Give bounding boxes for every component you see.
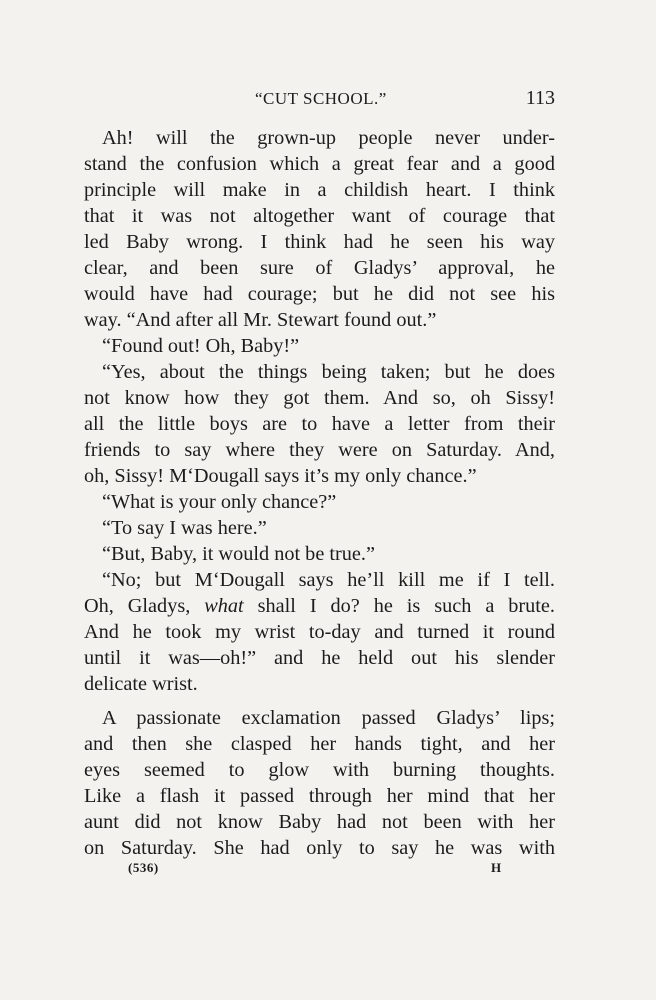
text-line: eyes seemed to glow with burning thoughts. [84,759,555,781]
text-line: way. “And after all Mr. Stewart found out.” [84,309,437,331]
text-line: “No; but M‘Dougall says he’ll kill me if I tell. [102,569,555,591]
text-line: “Found out! Oh, Baby!” [102,335,300,357]
text-line: “To say I was here.” [102,517,267,539]
text-line: would have had courage; but he did not see his [84,283,555,305]
text-line: delicate wrist. [84,673,198,695]
text-line: “Yes, about the things being taken; but he does [102,361,555,383]
text-line: oh, Sissy! M‘Dougall says it’s my only chance.” [84,465,477,487]
text-line: friends to say where they were on Saturday. And, [84,439,555,461]
text-line: led Baby wrong. I think had he seen his way [84,231,555,253]
text-line: clear, and been sure of Gladys’ approval, he [84,257,555,279]
text-line: that it was not altogether want of courage that [84,205,555,227]
text-line: “But, Baby, it would not be true.” [102,543,375,565]
text-line: all the little boys are to have a letter from their [84,413,555,435]
running-head [84,89,555,115]
text-line: aunt did not know Baby had not been with her [84,811,555,833]
text-segment: Oh, Gladys, [84,595,205,617]
text-line: until it was—oh!” and he held out his slender [84,647,555,669]
signature-letter: H [491,860,502,875]
text-line: Ah! will the grown-up people never under- [102,127,555,149]
printer-signature: (536) [128,860,159,875]
emphasized-word: what [204,595,244,617]
body-text [84,125,555,861]
page-footer [84,860,555,880]
text-line: Like a flash it passed through her mind that her [84,785,555,807]
text-line: on Saturday. She had only to say he was with [84,837,555,859]
running-title: “CUT SCHOOL.” [255,89,387,108]
text-line-with-emphasis [84,593,555,619]
page-number: 113 [525,87,555,109]
text-line: and then she clasped her hands tight, and her [84,733,555,755]
text-line: principle will make in a childish heart. I think [84,179,555,201]
text-line: stand the confusion which a great fear and a good [84,153,555,175]
text-line: not know how they got them. And so, oh Sissy! [84,387,555,409]
text-segment: shall I do? he is such a brute. [243,595,555,617]
text-line: A passionate exclamation passed Gladys’ lips; [102,707,555,729]
text-line: “What is your only chance?” [102,491,337,513]
text-line: And he took my wrist to-day and turned it round [84,621,555,643]
